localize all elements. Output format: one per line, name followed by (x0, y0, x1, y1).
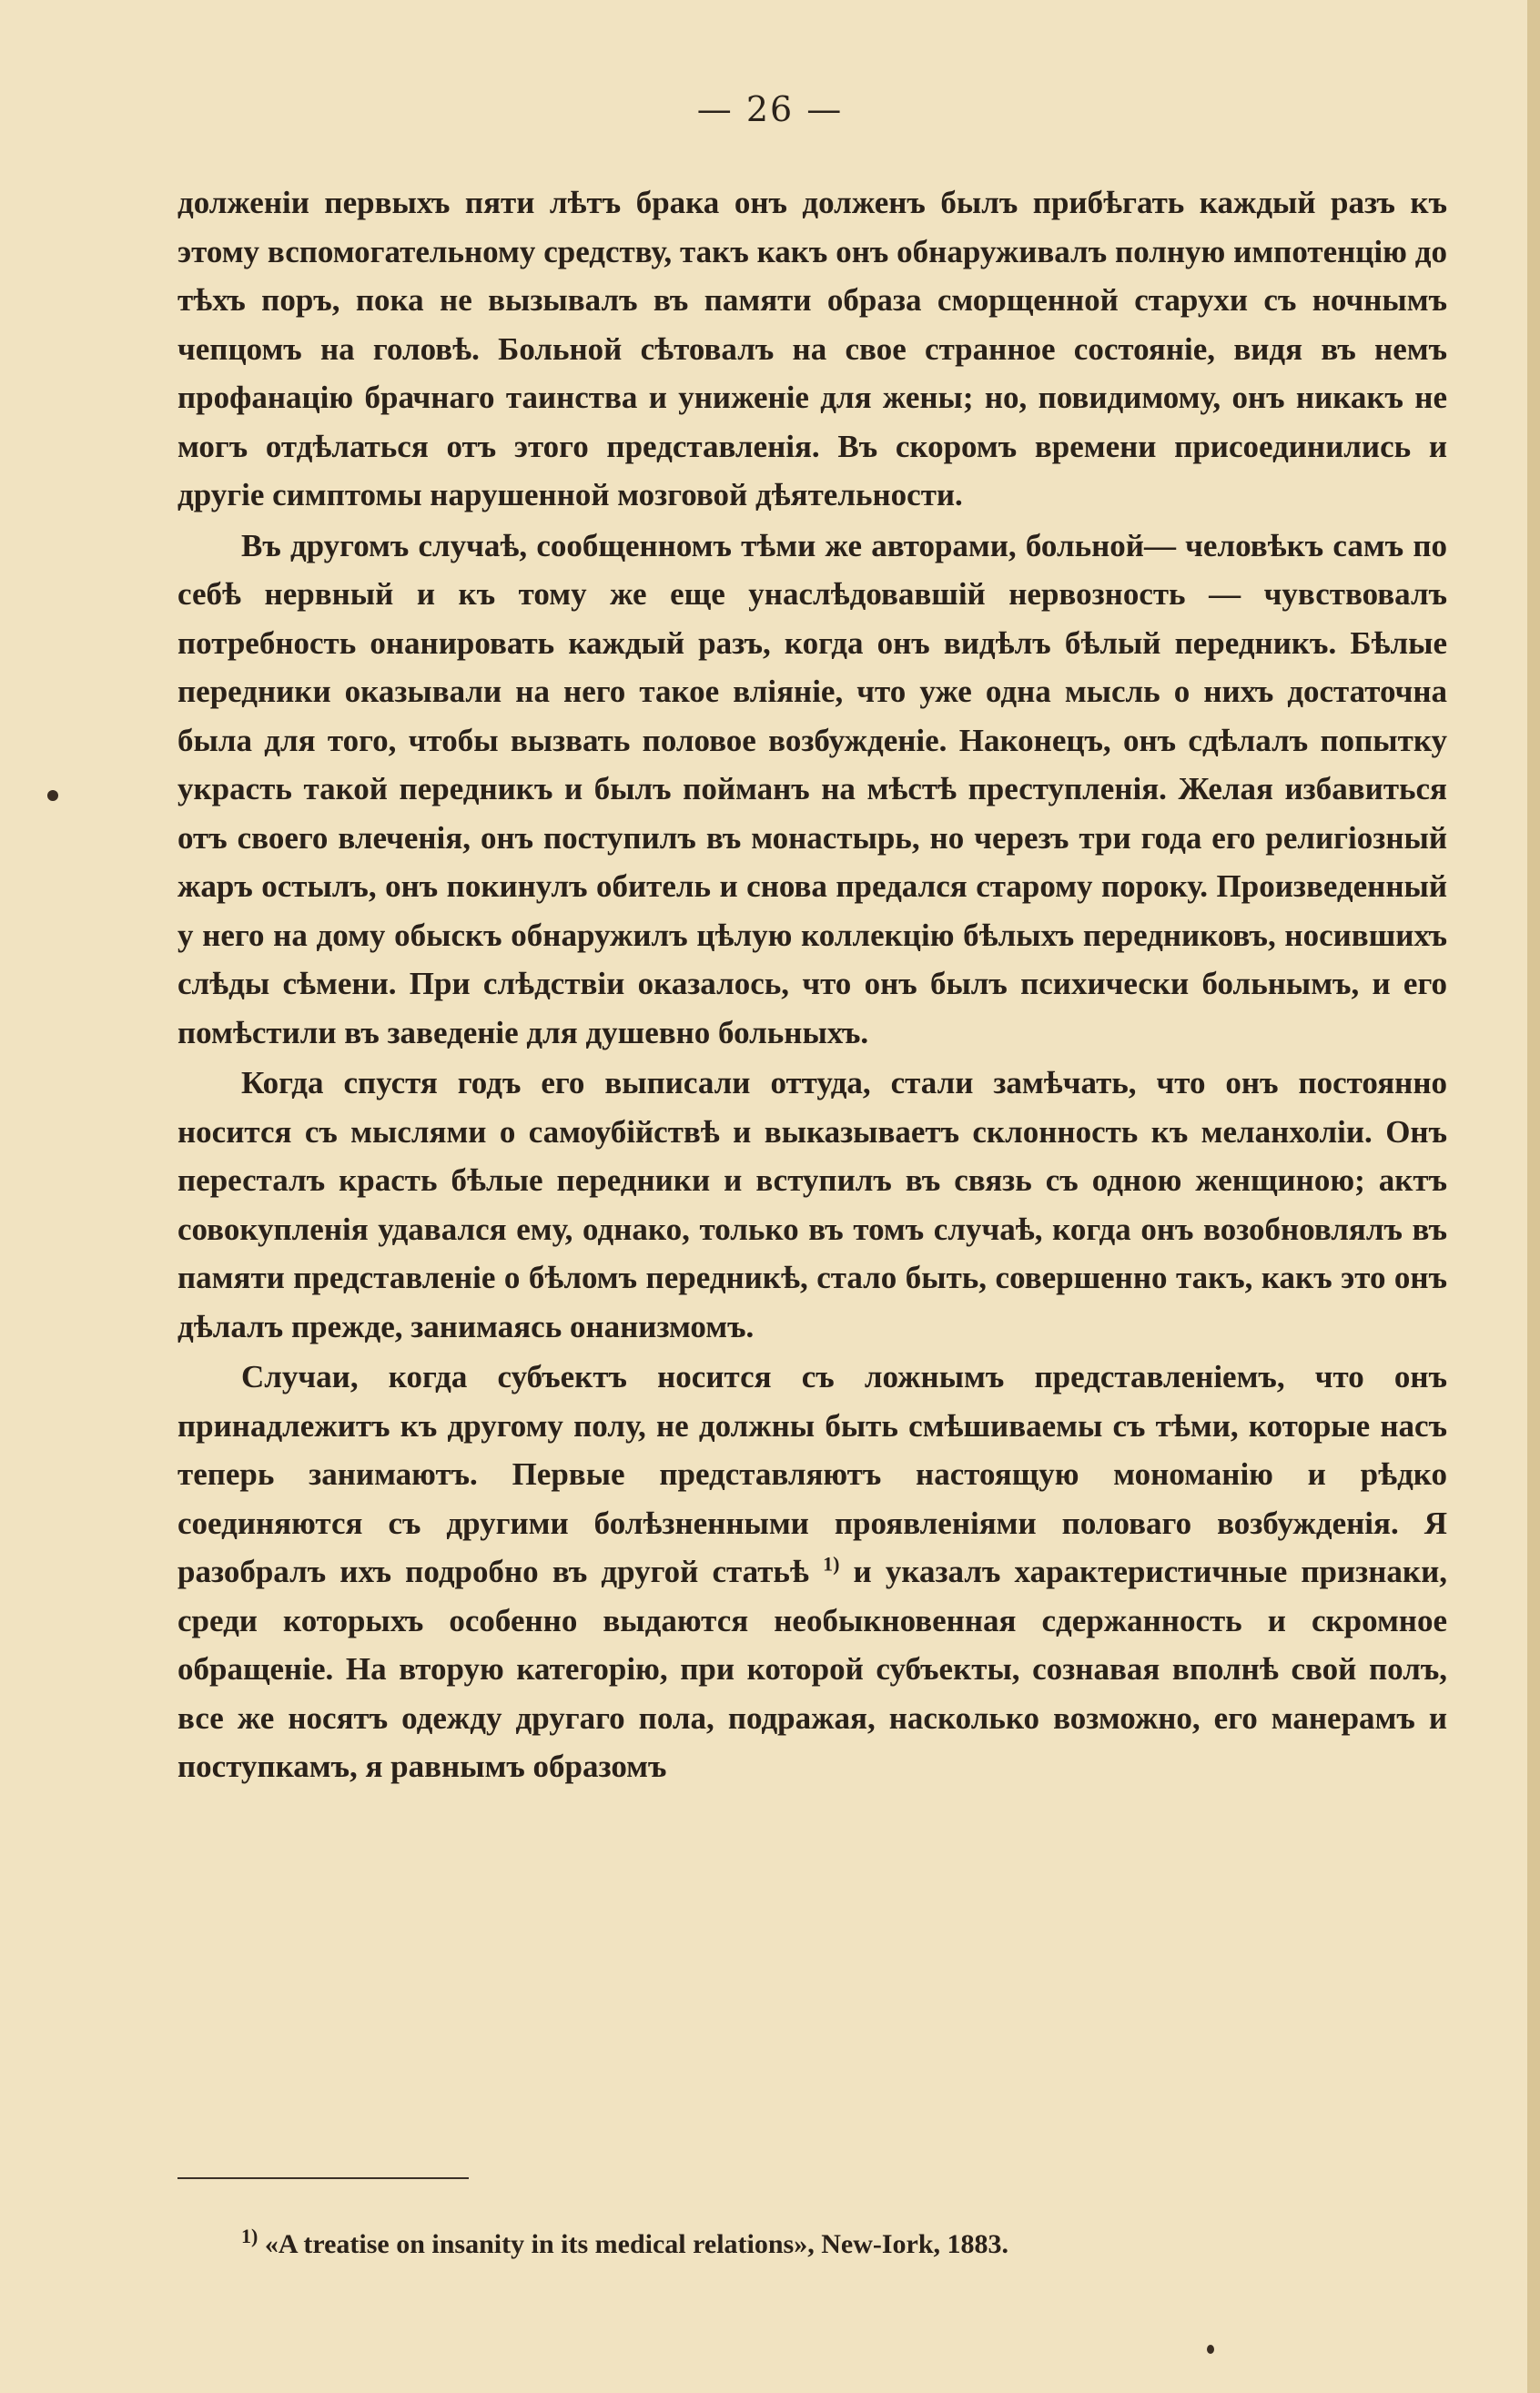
footnote-divider (177, 2177, 469, 2179)
paragraph-4-text-after-note: и указалъ характеристичные признаки, среди которыхъ особенно выдаются необыкновенная сдержанность и скромное обращеніе. На вторую категорію, при которой субъекты, сознавая вполнѣ свой полъ, все же носятъ одежду другаго пола, подражая, насколько возможно, его манерамъ и поступкамъ, я равнымъ образомъ (177, 1554, 1447, 1784)
footnote (241, 2226, 1424, 2263)
paragraph-1: долженіи первыхъ пяти лѣтъ брака онъ долженъ былъ прибѣгать каждый разъ къ этому вспомогательному средству, такъ какъ онъ обнаруживалъ полную импотенцію до тѣхъ поръ, пока не вызывалъ въ памяти образа сморщенной старухи съ ночнымъ чепцомъ на головѣ. Больной сѣтовалъ на свое странное состояніе, видя въ немъ профанацію брачнаго таинства и униженіе для жены; но, повидимому, онъ никакъ не могъ отдѣлаться отъ этого представленія. Въ скоромъ времени присоединились и другіе симптомы нарушенной мозговой дѣятельности. (177, 185, 1447, 512)
paragraph-4-text-before-note: Случаи, когда субъектъ носится съ ложнымъ представленіемъ, что онъ принадлежитъ къ другому полу, не должны быть смѣшиваемы съ тѣми, которые насъ теперь занимаютъ. Первые представляютъ настоящую мономанію и рѣдко соединяются съ другими болѣзненными проявленіями половаго возбужденія. Я разобралъ ихъ подробно въ другой статьѣ (177, 1359, 1447, 1589)
footnote-reference[interactable]: 1) (823, 1552, 840, 1576)
ink-spot (47, 790, 58, 801)
body-text (177, 178, 1447, 1791)
footnote-mark: 1) (241, 2225, 258, 2247)
footnote-text: «A treatise on insanity in its medical relations», New-Iork, 1883. (258, 2229, 1009, 2259)
page-edge (1527, 0, 1540, 2393)
paragraph-4 (177, 1353, 1447, 1791)
paragraph-2: Въ другомъ случаѣ, сообщенномъ тѣми же авторами, больной— человѣкъ самъ по себѣ нервный и къ тому же еще унаслѣдовавшій нервозность — чувствовалъ потребность онанировать каждый разъ, когда онъ видѣлъ бѣлый передникъ. Бѣлые передники оказывали на него такое вліяніе, что уже одна мысль о нихъ достаточна была для того, чтобы вызвать половое возбужденіе. Наконецъ, онъ сдѣлалъ попытку украсть такой передникъ и былъ пойманъ на мѣстѣ преступленія. Желая избавиться отъ своего влеченія, онъ поступилъ въ монастырь, но черезъ три года его религіозный жаръ остылъ, онъ покинулъ обитель и снова предался старому пороку. Произведенный у него на дому обыскъ обнаружилъ цѣлую коллекцію бѣлыхъ передниковъ, носившихъ слѣды сѣмени. При слѣдствіи оказалось, что онъ былъ психически больнымъ, и его помѣстили въ заведеніе для душевно больныхъ. (177, 527, 1447, 1050)
ink-spot (1207, 2345, 1214, 2354)
paragraph-3: Когда спустя годъ его выписали оттуда, стали замѣчать, что онъ постоянно носится съ мыслями о самоубійствѣ и выказываетъ склонность къ меланхоліи. Онъ пересталъ красть бѣлые передники и вступилъ въ связь съ одною женщиною; актъ совокупленія удавался ему, однако, только въ томъ случаѣ, когда онъ возобновлялъ въ памяти представленіе о бѣломъ передникѣ, стало быть, совершенно такъ, какъ это онъ дѣлалъ прежде, занимаясь онанизмомъ. (177, 1065, 1447, 1344)
page-number: — 26 — (696, 89, 844, 129)
